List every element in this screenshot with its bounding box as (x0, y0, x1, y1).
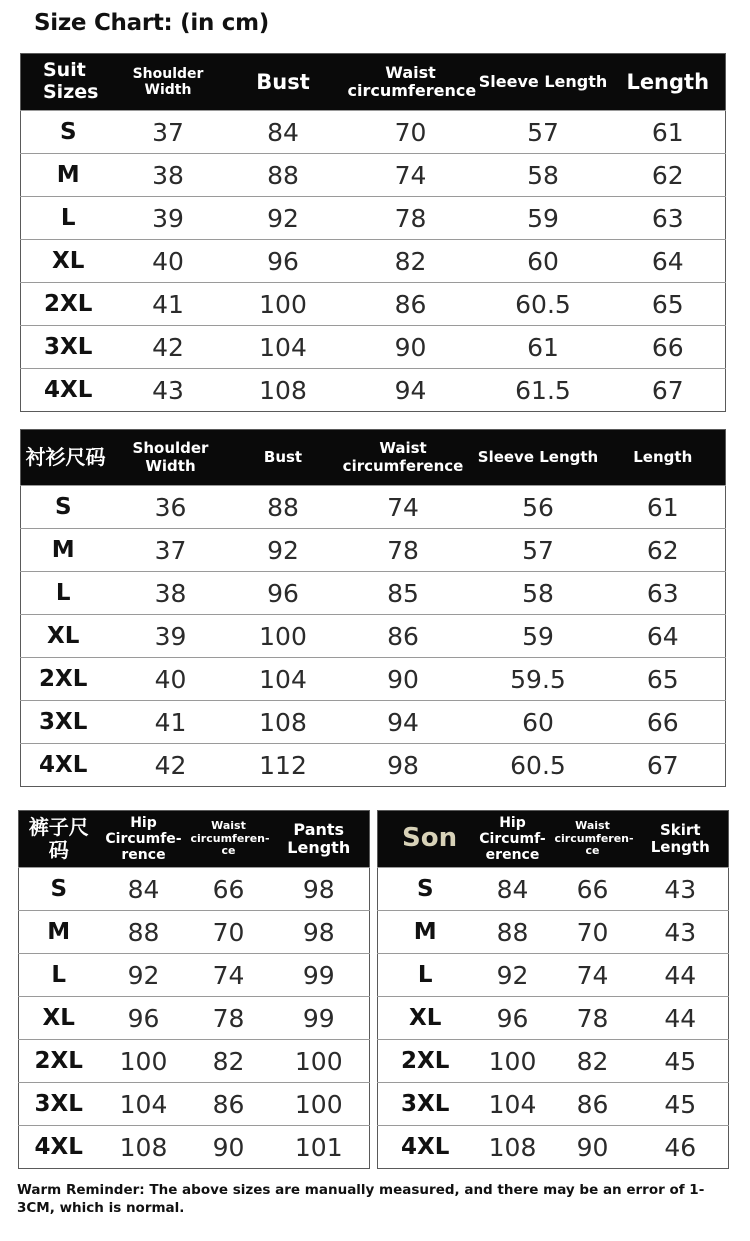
header-cell: Shoulder Width (106, 430, 236, 486)
size-label-cell: M (19, 911, 99, 954)
table-row (378, 1083, 729, 1126)
table-row (21, 701, 726, 744)
measurement-cell: 86 (189, 1083, 269, 1126)
header-cell: Waist circumference (346, 54, 476, 111)
size-label-cell: XL (21, 615, 106, 658)
measurement-cell: 65 (601, 658, 726, 701)
measurement-cell: 60 (476, 240, 611, 283)
measurement-cell: 92 (473, 954, 553, 997)
measurement-cell: 104 (221, 326, 346, 369)
size-label-cell: M (21, 529, 106, 572)
header-cell: Sleeve Length (476, 54, 611, 111)
table-row (21, 744, 726, 787)
shirt-size-table (20, 429, 726, 787)
measurement-cell: 78 (331, 529, 476, 572)
header-cell: Son (378, 811, 473, 868)
table-row (378, 868, 729, 911)
measurement-cell: 100 (269, 1040, 370, 1083)
table-row (21, 197, 726, 240)
measurement-cell: 67 (601, 744, 726, 787)
measurement-cell: 78 (346, 197, 476, 240)
table-row (19, 1040, 370, 1083)
measurement-cell: 59 (476, 197, 611, 240)
measurement-cell: 60 (476, 701, 601, 744)
measurement-cell: 112 (236, 744, 331, 787)
measurement-cell: 82 (189, 1040, 269, 1083)
header-cell: Suit Sizes (21, 54, 116, 111)
measurement-cell: 100 (269, 1083, 370, 1126)
measurement-cell: 100 (221, 283, 346, 326)
table-header-row (21, 54, 726, 111)
warm-reminder-note: Warm Reminder: The above sizes are manually measured, and there may be an error of 1-3CM, which is normal. (17, 1182, 705, 1216)
measurement-cell: 65 (611, 283, 726, 326)
measurement-cell: 70 (346, 111, 476, 154)
size-label-cell: 3XL (19, 1083, 99, 1126)
page-title: Size Chart: (in cm) (34, 10, 269, 36)
header-cell: Hip Circumfe-rence (99, 811, 189, 868)
header-cell: Pants Length (269, 811, 370, 868)
table-row (378, 911, 729, 954)
measurement-cell: 94 (346, 369, 476, 412)
measurement-cell: 84 (99, 868, 189, 911)
measurement-cell: 104 (473, 1083, 553, 1126)
measurement-cell: 88 (473, 911, 553, 954)
measurement-cell: 57 (476, 111, 611, 154)
measurement-cell: 64 (601, 615, 726, 658)
measurement-cell: 74 (553, 954, 633, 997)
skirt-size-table (377, 810, 729, 1169)
measurement-cell: 70 (189, 911, 269, 954)
measurement-cell: 61 (611, 111, 726, 154)
table-row (19, 1126, 370, 1169)
measurement-cell: 43 (633, 911, 729, 954)
measurement-cell: 78 (553, 997, 633, 1040)
measurement-cell: 38 (116, 154, 221, 197)
measurement-cell: 108 (99, 1126, 189, 1169)
size-label-cell: XL (19, 997, 99, 1040)
table-row (19, 868, 370, 911)
measurement-cell: 70 (553, 911, 633, 954)
measurement-cell: 82 (346, 240, 476, 283)
size-label-cell: L (21, 197, 116, 240)
measurement-cell: 96 (473, 997, 553, 1040)
measurement-cell: 84 (473, 868, 553, 911)
size-label-cell: S (21, 111, 116, 154)
table-row (21, 572, 726, 615)
size-label-cell: S (21, 486, 106, 529)
measurement-cell: 96 (221, 240, 346, 283)
measurement-cell: 57 (476, 529, 601, 572)
measurement-cell: 39 (116, 197, 221, 240)
measurement-cell: 39 (106, 615, 236, 658)
measurement-cell: 100 (99, 1040, 189, 1083)
measurement-cell: 42 (106, 744, 236, 787)
measurement-cell: 99 (269, 954, 370, 997)
size-label-cell: XL (378, 997, 473, 1040)
measurement-cell: 58 (476, 154, 611, 197)
measurement-cell: 45 (633, 1083, 729, 1126)
measurement-cell: 88 (221, 154, 346, 197)
suit-size-table (20, 53, 726, 412)
measurement-cell: 61 (601, 486, 726, 529)
measurement-cell: 66 (601, 701, 726, 744)
measurement-cell: 63 (601, 572, 726, 615)
measurement-cell: 43 (116, 369, 221, 412)
measurement-cell: 82 (553, 1040, 633, 1083)
measurement-cell: 74 (189, 954, 269, 997)
measurement-cell: 37 (116, 111, 221, 154)
table-row (21, 111, 726, 154)
measurement-cell: 40 (116, 240, 221, 283)
header-cell: Length (601, 430, 726, 486)
header-cell: Hip Circumf-erence (473, 811, 553, 868)
table-row (19, 954, 370, 997)
size-label-cell: M (21, 154, 116, 197)
table-header-row (378, 811, 729, 868)
measurement-cell: 99 (269, 997, 370, 1040)
measurement-cell: 100 (236, 615, 331, 658)
measurement-cell: 96 (99, 997, 189, 1040)
table-row (378, 1040, 729, 1083)
measurement-cell: 92 (236, 529, 331, 572)
table-row (19, 997, 370, 1040)
measurement-cell: 64 (611, 240, 726, 283)
table-header-row (19, 811, 370, 868)
measurement-cell: 86 (346, 283, 476, 326)
measurement-cell: 60.5 (476, 283, 611, 326)
measurement-cell: 86 (331, 615, 476, 658)
table-row (21, 240, 726, 283)
measurement-cell: 84 (221, 111, 346, 154)
size-label-cell: 4XL (21, 369, 116, 412)
measurement-cell: 86 (553, 1083, 633, 1126)
size-label-cell: 4XL (21, 744, 106, 787)
table-row (19, 911, 370, 954)
measurement-cell: 85 (331, 572, 476, 615)
header-cell: 衬衫尺码 (21, 430, 106, 486)
table-row (21, 529, 726, 572)
measurement-cell: 98 (269, 911, 370, 954)
header-cell: Waist circumferen-ce (189, 811, 269, 868)
measurement-cell: 90 (346, 326, 476, 369)
size-label-cell: M (378, 911, 473, 954)
header-cell: Sleeve Length (476, 430, 601, 486)
measurement-cell: 90 (189, 1126, 269, 1169)
measurement-cell: 66 (553, 868, 633, 911)
measurement-cell: 74 (331, 486, 476, 529)
measurement-cell: 108 (236, 701, 331, 744)
table-row (378, 997, 729, 1040)
measurement-cell: 88 (236, 486, 331, 529)
measurement-cell: 42 (116, 326, 221, 369)
measurement-cell: 63 (611, 197, 726, 240)
measurement-cell: 56 (476, 486, 601, 529)
measurement-cell: 46 (633, 1126, 729, 1169)
measurement-cell: 104 (99, 1083, 189, 1126)
measurement-cell: 62 (611, 154, 726, 197)
size-label-cell: 2XL (19, 1040, 99, 1083)
measurement-cell: 90 (553, 1126, 633, 1169)
size-label-cell: 2XL (378, 1040, 473, 1083)
header-cell: Waist circumference (331, 430, 476, 486)
measurement-cell: 59 (476, 615, 601, 658)
measurement-cell: 38 (106, 572, 236, 615)
measurement-cell: 40 (106, 658, 236, 701)
measurement-cell: 44 (633, 954, 729, 997)
measurement-cell: 101 (269, 1126, 370, 1169)
size-label-cell: XL (21, 240, 116, 283)
measurement-cell: 92 (221, 197, 346, 240)
measurement-cell: 44 (633, 997, 729, 1040)
table-row (21, 615, 726, 658)
measurement-cell: 74 (346, 154, 476, 197)
size-label-cell: 3XL (21, 701, 106, 744)
pants-size-table (18, 810, 370, 1169)
measurement-cell: 94 (331, 701, 476, 744)
header-cell: Skirt Length (633, 811, 729, 868)
table-header-row (21, 430, 726, 486)
header-cell: Shoulder Width (116, 54, 221, 111)
table-row (21, 326, 726, 369)
measurement-cell: 66 (189, 868, 269, 911)
size-label-cell: 4XL (19, 1126, 99, 1169)
measurement-cell: 61 (476, 326, 611, 369)
size-label-cell: S (19, 868, 99, 911)
size-label-cell: L (21, 572, 106, 615)
measurement-cell: 43 (633, 868, 729, 911)
measurement-cell: 60.5 (476, 744, 601, 787)
measurement-cell: 100 (473, 1040, 553, 1083)
table-row (21, 154, 726, 197)
measurement-cell: 108 (473, 1126, 553, 1169)
size-label-cell: 2XL (21, 283, 116, 326)
measurement-cell: 36 (106, 486, 236, 529)
measurement-cell: 37 (106, 529, 236, 572)
measurement-cell: 66 (611, 326, 726, 369)
table-row (378, 954, 729, 997)
measurement-cell: 45 (633, 1040, 729, 1083)
measurement-cell: 104 (236, 658, 331, 701)
header-cell: Bust (236, 430, 331, 486)
table-row (378, 1126, 729, 1169)
size-label-cell: L (19, 954, 99, 997)
size-label-cell: 2XL (21, 658, 106, 701)
header-cell: Bust (221, 54, 346, 111)
measurement-cell: 67 (611, 369, 726, 412)
header-cell: Length (611, 54, 726, 111)
size-label-cell: 3XL (378, 1083, 473, 1126)
size-label-cell: 3XL (21, 326, 116, 369)
measurement-cell: 96 (236, 572, 331, 615)
header-cell: Waist circumferen-ce (553, 811, 633, 868)
measurement-cell: 41 (106, 701, 236, 744)
table-row (21, 658, 726, 701)
measurement-cell: 90 (331, 658, 476, 701)
table-row (21, 283, 726, 326)
measurement-cell: 98 (269, 868, 370, 911)
table-row (19, 1083, 370, 1126)
measurement-cell: 108 (221, 369, 346, 412)
measurement-cell: 61.5 (476, 369, 611, 412)
measurement-cell: 58 (476, 572, 601, 615)
table-row (21, 369, 726, 412)
measurement-cell: 78 (189, 997, 269, 1040)
measurement-cell: 92 (99, 954, 189, 997)
size-label-cell: L (378, 954, 473, 997)
table-row (21, 486, 726, 529)
size-label-cell: S (378, 868, 473, 911)
size-label-cell: 4XL (378, 1126, 473, 1169)
header-cell: 裤子尺码 (19, 811, 99, 868)
measurement-cell: 62 (601, 529, 726, 572)
measurement-cell: 41 (116, 283, 221, 326)
measurement-cell: 59.5 (476, 658, 601, 701)
measurement-cell: 98 (331, 744, 476, 787)
measurement-cell: 88 (99, 911, 189, 954)
